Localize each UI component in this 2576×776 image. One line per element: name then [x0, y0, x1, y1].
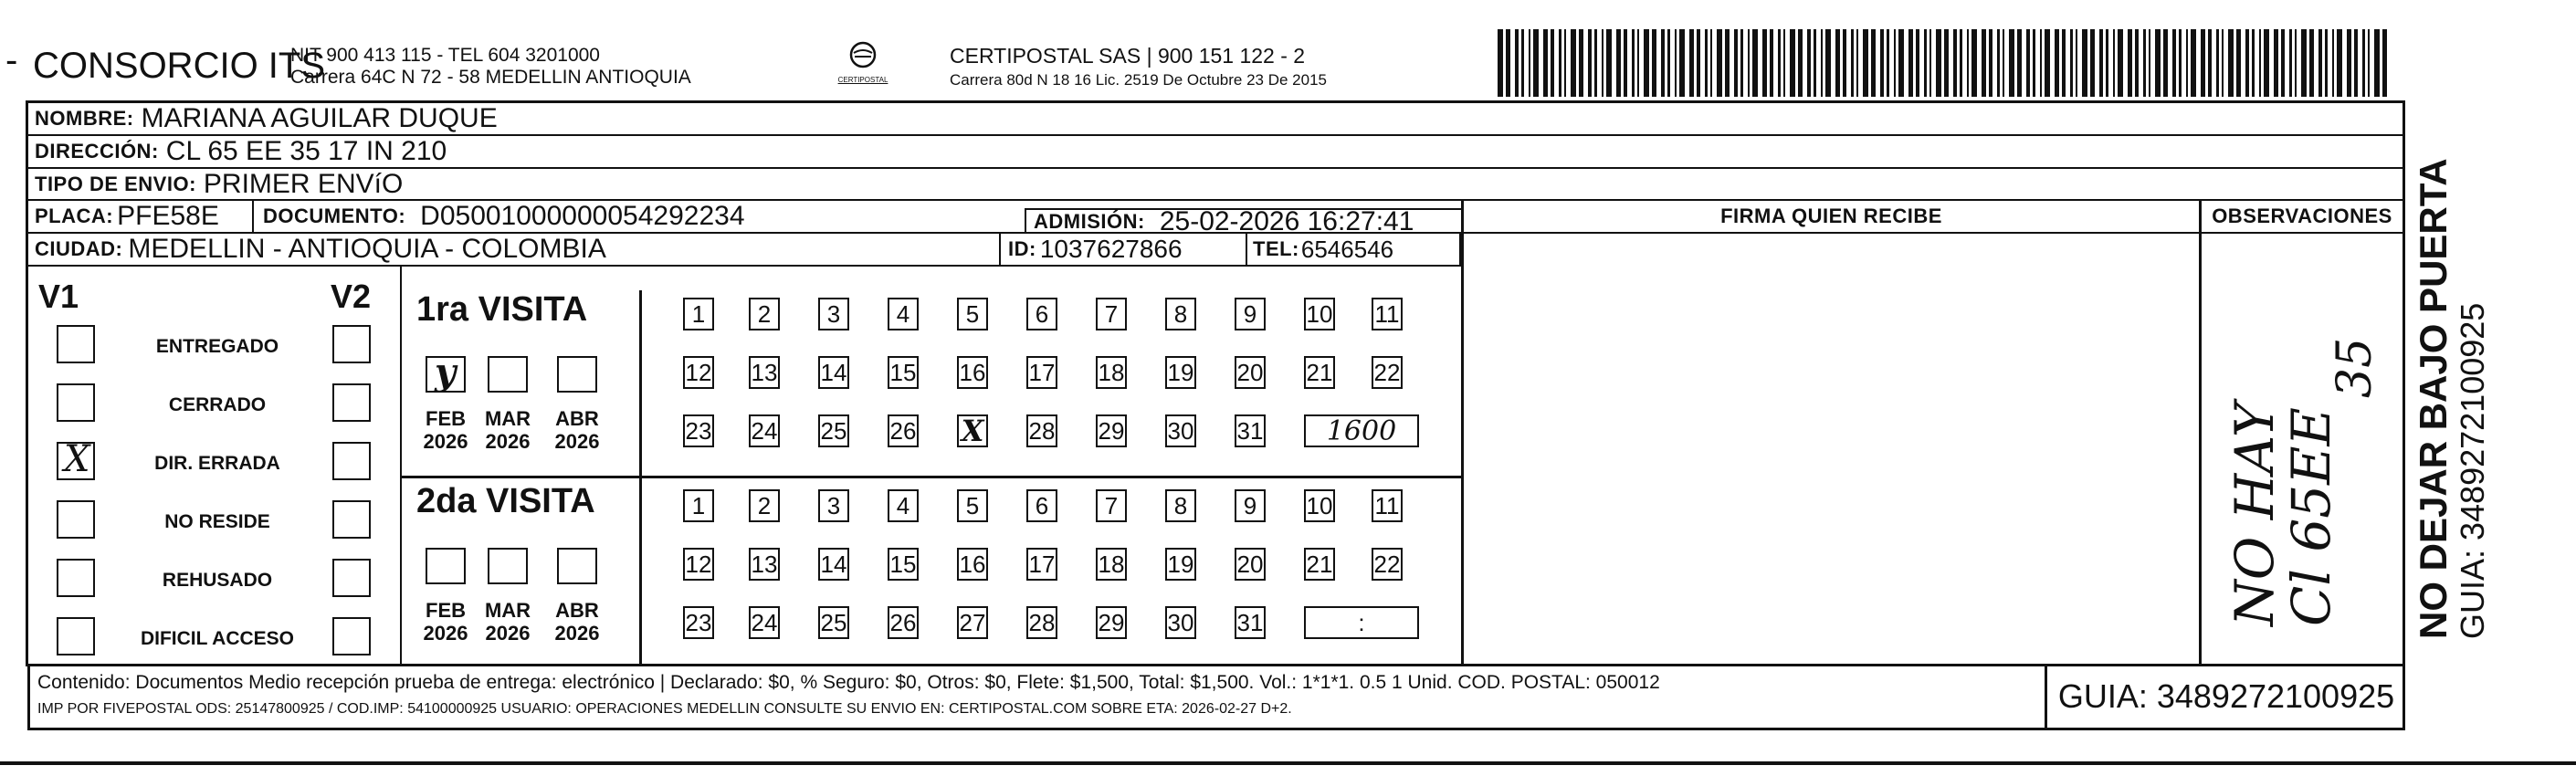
obs-line-2: Cl 65EE [2280, 407, 2342, 626]
obs-line-1: NO HAY [2224, 402, 2286, 626]
day-box[interactable]: 7 [1096, 298, 1127, 330]
month-check-mark: y [435, 351, 457, 393]
month-label [482, 407, 533, 453]
day-box[interactable]: 28 [1026, 414, 1057, 447]
nombre-value: MARIANA AGUILAR DUQUE [141, 103, 498, 133]
documento-cell [258, 201, 1043, 232]
month-year: 2026 [485, 430, 531, 453]
day-box[interactable]: 17 [1026, 548, 1057, 581]
day-box[interactable]: 28 [1026, 606, 1057, 639]
month-label [420, 407, 471, 453]
row-direccion [27, 136, 2404, 169]
ciudad-label: CIUDAD: [35, 237, 123, 260]
v1-check-mark: X [64, 438, 90, 480]
v2-checkbox[interactable] [332, 383, 371, 422]
tel-cell [1246, 234, 1461, 265]
v1-checkbox[interactable] [57, 500, 95, 539]
day-box[interactable]: 26 [888, 414, 919, 447]
day-box[interactable]: 2 [749, 298, 780, 330]
status-label: DIFICIL ACCESO [140, 628, 294, 649]
month-checkbox[interactable] [426, 548, 466, 584]
month-year: 2026 [485, 622, 531, 645]
day-box[interactable]: 30 [1165, 606, 1196, 639]
company-address: Carrera 64C N 72 - 58 MEDELLIN ANTIOQUIA [290, 67, 691, 88]
day-box[interactable]: 15 [888, 548, 919, 581]
obs-line-3: 35 [2328, 337, 2382, 398]
visit2-title: 2da VISITA [416, 482, 595, 520]
v2-checkbox[interactable] [332, 325, 371, 363]
v1-checkbox[interactable] [57, 617, 95, 655]
firma-left-line [1461, 234, 1464, 666]
day-box[interactable]: 9 [1235, 489, 1266, 522]
day-box[interactable]: 12 [683, 548, 714, 581]
day-box[interactable]: 8 [1165, 489, 1196, 522]
day-box[interactable]: 15 [888, 356, 919, 389]
day-box[interactable]: 11 [1372, 298, 1403, 330]
day-box[interactable]: 20 [1235, 548, 1266, 581]
v2-checkbox[interactable] [332, 442, 371, 480]
footer-guia: GUIA: 3489272100925 [2057, 676, 2395, 715]
day-box[interactable]: 11 [1372, 489, 1403, 522]
v1-checkbox[interactable] [57, 559, 95, 597]
status-label: REHUSADO [162, 570, 273, 591]
month-checkbox[interactable] [557, 548, 597, 584]
admision-cell [1025, 208, 1461, 234]
day-box[interactable]: 18 [1096, 356, 1127, 389]
day-box[interactable]: 31 [1235, 414, 1266, 447]
row-nombre [27, 103, 2404, 136]
day-box[interactable]: 17 [1026, 356, 1057, 389]
direccion-value: CL 65 EE 35 17 IN 210 [165, 136, 447, 166]
carrier-address: Carrera 80d N 18 16 Lic. 2519 De Octubre 23 De 2015 [950, 71, 1327, 89]
day-box[interactable]: 2 [749, 489, 780, 522]
day-box[interactable]: 14 [818, 548, 849, 581]
carrier-name: CERTIPOSTAL SAS | 900 151 122 - 2 [950, 44, 1306, 68]
tel-value: 6546546 [1300, 235, 1394, 263]
day-box[interactable]: 23 [683, 606, 714, 639]
company-name: CONSORCIO ITS [33, 46, 326, 86]
status-label: DIR. ERRADA [154, 453, 280, 474]
row-ciudad [27, 234, 1461, 267]
day-box[interactable]: 25 [818, 606, 849, 639]
day-box[interactable]: 5 [957, 489, 988, 522]
day-box[interactable]: 5 [957, 298, 988, 330]
v1-header: V1 [38, 278, 79, 315]
observaciones-handwriting [2199, 234, 2405, 665]
v2-checkbox[interactable] [332, 617, 371, 655]
day-box[interactable]: 13 [749, 356, 780, 389]
v1-checkbox[interactable] [57, 438, 95, 480]
month-checkbox[interactable] [557, 356, 597, 393]
day-box[interactable]: 13 [749, 548, 780, 581]
footer-imp: IMP POR FIVEPOSTAL ODS: 25147800925 / COD.IMP: 54100000925 USUARIO: OPERACIONES MEDELLIN CONSULTE SU ENVIO EN: CERTIPOSTAL.COM SOBRE ETA: 2026-02-27 D+2. [37, 701, 1292, 717]
v2-header: V2 [331, 278, 372, 315]
month-name: MAR [484, 599, 531, 622]
v1-checkbox[interactable] [57, 383, 95, 422]
day-box[interactable]: 16 [957, 356, 988, 389]
month-name: ABR [555, 599, 599, 622]
company-nit: NIT 900 413 115 - TEL 604 3201000 [290, 45, 600, 66]
day-box[interactable]: 30 [1165, 414, 1196, 447]
placa-value: PFE58E [117, 201, 219, 231]
day-box[interactable]: 7 [1096, 489, 1127, 522]
day-box[interactable]: 10 [1304, 489, 1335, 522]
observaciones-header [2199, 201, 2405, 234]
day-box[interactable]: 8 [1165, 298, 1196, 330]
day-box[interactable]: 19 [1165, 356, 1196, 389]
month-checkbox[interactable] [488, 356, 528, 393]
day-box[interactable]: 29 [1096, 414, 1127, 447]
v2-checkbox[interactable] [332, 500, 371, 539]
footer-guia-box [2045, 665, 2405, 728]
status-label: NO RESIDE [164, 511, 270, 532]
day-box[interactable]: 10 [1304, 298, 1335, 330]
time-box[interactable]: : [1304, 606, 1419, 639]
day-box[interactable]: X [957, 414, 988, 447]
observaciones-label: OBSERVACIONES [2212, 204, 2392, 227]
day-box[interactable]: 12 [683, 356, 714, 389]
documento-label: DOCUMENTO: [263, 204, 406, 227]
status-label: ENTREGADO [155, 336, 279, 357]
status-label: CERRADO [168, 394, 267, 415]
day-box[interactable]: 4 [888, 298, 919, 330]
header-tick: - [5, 40, 18, 80]
month-label [482, 599, 533, 645]
admision-label: ADMISIÓN: [1034, 210, 1145, 233]
certipostal-logo-icon [845, 40, 881, 71]
documento-value: D05001000000054292234 [420, 201, 745, 231]
barcode-icon [1498, 29, 2392, 97]
footer-contenido: Contenido: Documentos Medio recepción prueba de entrega: electrónico | Declarado: $0, % Seguro: $0, Otros: $0, Flete: $1,500, Total: $1,500. Vol.: 1*1*1. 0.5 1 Unid. COD. POSTAL: 050012 [37, 672, 1660, 693]
firma-label: FIRMA QUIEN RECIBE [1720, 204, 1942, 227]
day-box[interactable]: 21 [1304, 548, 1335, 581]
ciudad-cell [27, 234, 995, 265]
month-year: 2026 [554, 430, 600, 453]
id-cell [999, 234, 1246, 265]
day-box[interactable]: 31 [1235, 606, 1266, 639]
month-name: FEB [426, 599, 466, 622]
side-text [2413, 158, 2491, 639]
direccion-label: DIRECCIÓN: [35, 140, 159, 163]
month-year: 2026 [554, 622, 600, 645]
header [0, 0, 2576, 100]
day-box[interactable]: 24 [749, 606, 780, 639]
row-placa [27, 201, 1461, 234]
day-box[interactable]: 1 [683, 489, 714, 522]
ciudad-value: MEDELLIN - ANTIOQUIA - COLOMBIA [128, 234, 606, 264]
day-box[interactable]: 3 [818, 298, 849, 330]
day-box[interactable]: 29 [1096, 606, 1127, 639]
month-year: 2026 [423, 622, 468, 645]
day-box[interactable]: 26 [888, 606, 919, 639]
month-checkbox[interactable] [488, 548, 528, 584]
admision-value: 25-02-2026 16:27:41 [1159, 206, 1414, 236]
side-guia: GUIA: 3489272100925 [2454, 302, 2491, 639]
day-box[interactable]: 3 [818, 489, 849, 522]
day-box[interactable]: 16 [957, 548, 988, 581]
firma-header [1461, 201, 2199, 234]
tipo-label: TIPO DE ENVIO: [35, 172, 196, 195]
id-value: 1037627866 [1039, 235, 1183, 263]
month-checkbox[interactable] [426, 351, 466, 393]
day-box[interactable]: 9 [1235, 298, 1266, 330]
tipo-value: PRIMER ENVíO [203, 168, 404, 199]
row-tipo [27, 169, 2404, 201]
bottom-rule [0, 761, 2576, 765]
month-year: 2026 [423, 430, 468, 453]
placa-label: PLACA: [35, 204, 114, 227]
month-label [420, 599, 471, 645]
day-box[interactable]: 23 [683, 414, 714, 447]
day-box[interactable]: 19 [1165, 548, 1196, 581]
day-box[interactable]: 18 [1096, 548, 1127, 581]
day-box[interactable]: 4 [888, 489, 919, 522]
day-box[interactable]: 20 [1235, 356, 1266, 389]
day-box[interactable]: 24 [749, 414, 780, 447]
month-name: ABR [555, 407, 599, 430]
placa-cell [27, 201, 254, 232]
visit-month-divider [639, 290, 642, 665]
month-name: FEB [426, 407, 466, 430]
day-box[interactable]: 6 [1026, 489, 1057, 522]
month-name: MAR [484, 407, 531, 430]
visit1-title: 1ra VISITA [416, 290, 588, 329]
certipostal-logo [831, 40, 895, 91]
v1-checkbox[interactable] [57, 325, 95, 363]
day-box[interactable]: 22 [1372, 548, 1403, 581]
month-label [552, 407, 603, 453]
nombre-label: NOMBRE: [35, 107, 134, 130]
v2-checkbox[interactable] [332, 559, 371, 597]
day-box[interactable]: 21 [1304, 356, 1335, 389]
no-dejar-bajo-puerta: NO DEJAR BAJO PUERTA [2412, 158, 2455, 639]
day-box[interactable]: 14 [818, 356, 849, 389]
month-label [552, 599, 603, 645]
day-box[interactable]: 27 [957, 606, 988, 639]
id-label: ID: [1008, 237, 1036, 260]
day-box[interactable]: 6 [1026, 298, 1057, 330]
tel-label: TEL: [1253, 237, 1299, 260]
day-box[interactable]: 22 [1372, 356, 1403, 389]
time-box[interactable]: 1600 [1304, 414, 1419, 447]
day-box[interactable]: 25 [818, 414, 849, 447]
logo-text: CERTIPOSTAL [837, 76, 888, 84]
footer [27, 665, 2405, 730]
day-box[interactable]: 1 [683, 298, 714, 330]
